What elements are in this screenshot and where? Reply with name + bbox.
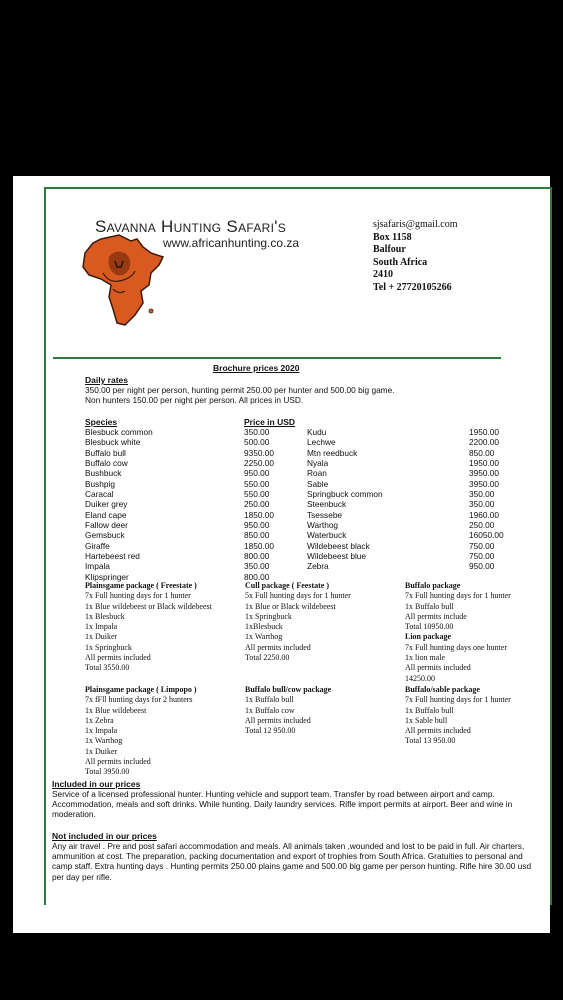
package-buffalo-bull-cow bbox=[245, 685, 331, 736]
daily-rates-line-1: 350.00 per night per person, hunting permit 250.00 per hunter and 500.00 big game. bbox=[85, 385, 395, 395]
package-line: 1x Buffalo cow bbox=[245, 705, 295, 715]
price-heading: Price in USD bbox=[244, 417, 296, 427]
package-line: 1x Blue wildebeest bbox=[85, 705, 147, 715]
species-right-names bbox=[307, 427, 383, 572]
species-name: Tsessebe bbox=[307, 509, 343, 520]
species-name: Nyala bbox=[307, 458, 329, 469]
contact-town: Balfour bbox=[373, 244, 406, 256]
species-price: 350.00 bbox=[244, 561, 270, 572]
species-price: 1950.00 bbox=[469, 427, 499, 437]
species-name: Zebra bbox=[307, 561, 329, 572]
species-left-names bbox=[85, 427, 153, 582]
species-price: 9350.00 bbox=[244, 447, 274, 458]
contact-block bbox=[373, 219, 457, 295]
package-line: All permits included bbox=[245, 715, 311, 725]
species-name: Bushbuck bbox=[85, 468, 122, 479]
species-price: 950.00 bbox=[244, 468, 270, 479]
species-name: Roan bbox=[307, 468, 327, 479]
species-price: 2250.00 bbox=[244, 458, 274, 469]
species-name: Duiker grey bbox=[85, 499, 128, 510]
species-price: 1960.00 bbox=[469, 509, 499, 520]
package-title: Plainsgame package ( Limpopo ) bbox=[85, 685, 197, 694]
package-line: Total 10950.00 bbox=[405, 622, 454, 632]
species-price: 750.00 bbox=[469, 551, 495, 562]
header-divider bbox=[53, 357, 501, 359]
species-name: Kudu bbox=[307, 427, 327, 437]
package-line: 1x Impala bbox=[85, 726, 118, 736]
species-heading: Species bbox=[85, 417, 118, 427]
africa-lion-logo bbox=[79, 233, 165, 329]
package-line: All permits include bbox=[405, 611, 467, 621]
package-line: 7x Full hunting days for 1 hunter bbox=[85, 591, 191, 601]
contact-phone: Tel + 27720105266 bbox=[373, 281, 452, 293]
package-line: 1x Impala bbox=[85, 622, 118, 632]
species-name: Blesbuck common bbox=[85, 427, 153, 437]
species-price: 16050.00 bbox=[469, 530, 504, 541]
species-price: 750.00 bbox=[469, 540, 495, 551]
package-line: 1x Warthog bbox=[85, 736, 123, 746]
package-line: 1x Buffalo bull bbox=[405, 705, 454, 715]
package-line: All permits included bbox=[85, 653, 151, 663]
species-name: Fallow deer bbox=[85, 520, 128, 531]
species-price: 3950.00 bbox=[469, 478, 499, 489]
package-line: 1x Blue wildebeest or Black wildebeest bbox=[85, 601, 212, 611]
species-price: 350.00 bbox=[469, 499, 495, 510]
package-line: 1x Warthog bbox=[245, 632, 283, 642]
species-name: Caracal bbox=[85, 489, 114, 500]
species-name: Hartebeest red bbox=[85, 551, 140, 562]
package-title: Buffalo/sable package bbox=[405, 685, 480, 694]
package-line: 1x Blesbuck bbox=[85, 611, 125, 621]
package-plainsgame-limpopo bbox=[85, 685, 197, 778]
package-line: 1x Buffalo bull bbox=[245, 695, 294, 705]
package-line: All permits included bbox=[245, 642, 311, 652]
species-name: Wildebeest blue bbox=[307, 551, 367, 562]
package-line: Total 2250.00 bbox=[245, 653, 290, 663]
package-plainsgame-freestate bbox=[85, 581, 212, 674]
package-line: 1x Springbuck bbox=[85, 642, 132, 652]
package-line: 1x Buffalo bull bbox=[405, 601, 454, 611]
species-right-prices bbox=[469, 427, 504, 572]
package-line: Total 12 950.00 bbox=[245, 726, 296, 736]
package-line: 7x fFll hunting days for 2 hunters bbox=[85, 695, 193, 705]
brochure-title: Brochure prices 2020 bbox=[213, 363, 300, 373]
contact-box: Box 1158 bbox=[373, 231, 412, 243]
species-price: 1850.00 bbox=[244, 509, 274, 520]
package-line: 1x Springbuck bbox=[245, 611, 292, 621]
brochure-sheet bbox=[13, 176, 550, 933]
species-price: 3950.00 bbox=[469, 468, 499, 479]
package-line: 7x Full hunting days for 1 hunter bbox=[405, 591, 511, 601]
package-line: All permits included bbox=[405, 663, 471, 673]
species-name: Wildebeest black bbox=[307, 540, 370, 551]
package-line: Total 3550.00 bbox=[85, 663, 130, 673]
species-name: Buffalo bull bbox=[85, 447, 126, 458]
species-price: 1950.00 bbox=[469, 458, 499, 469]
package-line: 5x Full hunting days for 1 hunter bbox=[245, 591, 351, 601]
species-name: Klipspringer bbox=[85, 571, 129, 582]
package-line: All permits included bbox=[85, 757, 151, 767]
package-title: Plainsgame package ( Freestate ) bbox=[85, 581, 197, 590]
species-price: 550.00 bbox=[244, 489, 270, 500]
species-price: 850.00 bbox=[469, 447, 495, 458]
species-name: Eland cape bbox=[85, 509, 127, 520]
daily-rates-line-2: Non hunters 150.00 per night per person. All prices in USD. bbox=[85, 395, 304, 405]
species-name: Sable bbox=[307, 478, 329, 489]
package-line: 1xBlesbuck bbox=[245, 622, 283, 632]
daily-rates-heading: Daily rates bbox=[85, 375, 128, 385]
package-title: Buffalo bull/cow package bbox=[245, 685, 332, 694]
species-name: Giraffe bbox=[85, 540, 110, 551]
species-price: 350.00 bbox=[244, 427, 270, 437]
package-line: 1x Sable bull bbox=[405, 715, 448, 725]
website-link[interactable]: www.africanhunting.co.za bbox=[163, 236, 300, 250]
package-line: 7x Full hunting days one hunter bbox=[405, 642, 507, 652]
species-price: 950.00 bbox=[244, 520, 270, 531]
species-name: Waterbuck bbox=[307, 530, 347, 541]
not-included-heading: Not included in our prices bbox=[52, 831, 157, 841]
package-line: 1x lion male bbox=[405, 653, 445, 663]
package-line: Total 3950.00 bbox=[85, 767, 130, 777]
not-included-text: Any air travel . Pre and post safari accommodation and meals. All animals taken ,wounded and lost to be paid in full. Air charters, ammunition at cost. The preparation, packing documentation and export of trophies from South Africa. Gratuities to personal and camp staff. Extra hunting days . Hunting permits 250.00 plains game and 500.00 big game per person hunting. Rifle hire 30.00 usd per day per rifle. bbox=[52, 841, 532, 882]
species-name: Gemsbuck bbox=[85, 530, 125, 541]
package-line: 1x Zebra bbox=[85, 715, 114, 725]
species-price: 950.00 bbox=[469, 561, 495, 572]
species-name: Lechwe bbox=[307, 437, 336, 448]
package-line: 14250.00 bbox=[405, 673, 435, 683]
package-line: All permits included bbox=[405, 726, 471, 736]
package-line: 7x Full hunting days for 1 hunter bbox=[405, 695, 511, 705]
species-name: Steenbuck bbox=[307, 499, 347, 510]
contact-country: South Africa bbox=[373, 256, 428, 268]
package-buffalo-lion bbox=[405, 581, 511, 684]
package-line: Total 13 950.00 bbox=[405, 736, 456, 746]
species-price: 800.00 bbox=[244, 551, 270, 562]
contact-postcode: 2410 bbox=[373, 269, 393, 281]
species-price: 350.00 bbox=[469, 489, 495, 500]
company-name: Savanna Hunting Safari's bbox=[95, 217, 287, 236]
species-name: Mtn reedbuck bbox=[307, 447, 358, 458]
species-price: 500.00 bbox=[244, 437, 270, 448]
species-price: 850.00 bbox=[244, 530, 270, 541]
species-name: Buffalo cow bbox=[85, 458, 128, 469]
species-name: Impala bbox=[85, 561, 110, 572]
species-name: Springbuck common bbox=[307, 489, 383, 500]
species-price: 250.00 bbox=[469, 520, 495, 531]
species-price: 1850.00 bbox=[244, 540, 274, 551]
species-name: Bushpig bbox=[85, 478, 115, 489]
species-left-prices bbox=[244, 427, 274, 582]
species-name: Warthog bbox=[307, 520, 339, 531]
package-line: 1x Blue or Black wildebeest bbox=[245, 601, 336, 611]
species-price: 550.00 bbox=[244, 478, 270, 489]
included-heading: Included in our prices bbox=[52, 779, 141, 789]
contact-email[interactable]: sjsafaris@gmail.com bbox=[373, 219, 458, 230]
package-title: Cull package ( Feestate ) bbox=[245, 581, 329, 590]
species-price: 2200.00 bbox=[469, 437, 499, 448]
species-name: Blesbuck white bbox=[85, 437, 141, 448]
package-title: Lion package bbox=[405, 632, 452, 642]
package-cull bbox=[245, 581, 351, 663]
included-text: Service of a licensed professional hunter. Hunting vehicle and support team. Transfer by road between airport and camp. Accommodation, meals and soft drinks. While hunting. Daily laundry services. Rifle import permits at airport. Beer and wine in moderation. bbox=[52, 789, 513, 820]
package-buffalo-sable bbox=[405, 685, 511, 747]
package-line: 1x Duiker bbox=[85, 746, 118, 756]
species-price: 250.00 bbox=[244, 499, 270, 510]
package-title: Buffalo package bbox=[405, 581, 461, 590]
package-line: 1x Duiker bbox=[85, 632, 118, 642]
species-price: 800.00 bbox=[244, 571, 270, 582]
